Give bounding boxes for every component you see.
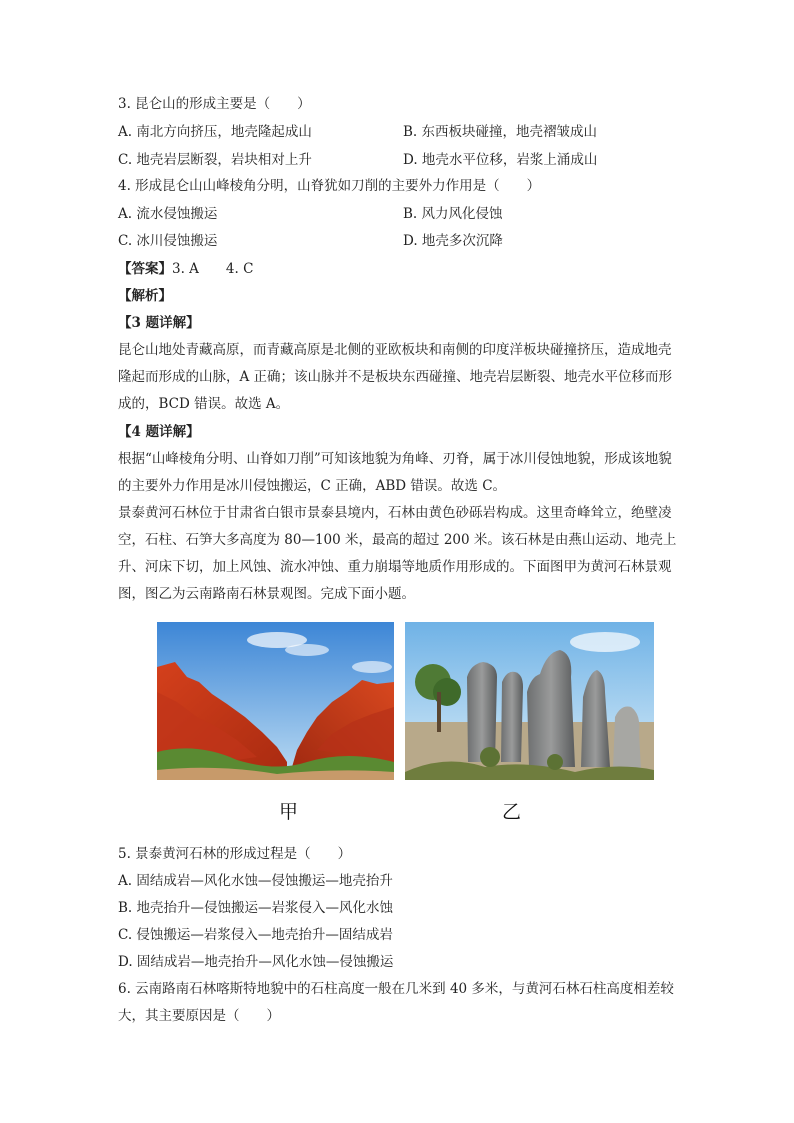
q6-stem: 6. 云南路南石林喀斯特地貌中的石柱高度一般在几米到 40 多米，与黄河石林石柱高度相差较大，其主要原因是（ ） bbox=[118, 981, 674, 1024]
q4-option-d: D. 地壳多次沉降 bbox=[403, 233, 503, 249]
stone-forest-photo bbox=[405, 622, 654, 780]
figure-yi-caption: 乙 bbox=[502, 801, 522, 823]
q4-option-a: A. 流水侵蚀搬运 bbox=[118, 206, 218, 222]
q5-stem: 5. 景泰黄河石林的形成过程是（ ） bbox=[118, 846, 352, 862]
q3-option-d: D. 地壳水平位移，岩浆上涌成山 bbox=[403, 152, 598, 168]
answer-line bbox=[118, 260, 253, 278]
q4-stem: 4. 形成昆仑山山峰棱角分明，山脊犹如刀削的主要外力作用是（ ） bbox=[118, 178, 541, 194]
figure-jia-caption: 甲 bbox=[279, 801, 299, 823]
detail4-text: 根据“山峰棱角分明、山脊如刀削”可知该地貌为角峰、刃脊，属于冰川侵蚀地貌，形成该地貌的主要外力作用是冰川侵蚀搬运，C 正确，ABD 错误。故选 C。 bbox=[118, 451, 672, 494]
q5-option-c: C. 侵蚀搬运—岩浆侵入—地壳抬升—固结成岩 bbox=[118, 927, 393, 943]
red-canyon-photo bbox=[157, 622, 394, 780]
q4-option-b: B. 风力风化侵蚀 bbox=[403, 206, 503, 222]
answer-text: 3. A 4. C bbox=[172, 261, 254, 277]
q4-option-c: C. 冰川侵蚀搬运 bbox=[118, 233, 218, 249]
detail3-text: 昆仑山地处青藏高原，而青藏高原是北侧的亚欧板块和南侧的印度洋板块碰撞挤压，造成地壳隆起而形成的山脉，A 正确；该山脉并不是板块东西碰撞、地壳岩层断裂、地壳水平位移而形成的，BCD 错误。故选 A。 bbox=[118, 342, 673, 412]
q5-option-a: A. 固结成岩—风化水蚀—侵蚀搬运—地壳抬升 bbox=[118, 873, 393, 889]
q5-option-b: B. 地壳抬升—侵蚀搬运—岩浆侵入—风化水蚀 bbox=[118, 900, 394, 916]
q3-stem: 3. 昆仑山的形成主要是（ ） bbox=[118, 96, 311, 112]
material-text: 景泰黄河石林位于甘肃省白银市景泰县境内，石林由黄色砂砾岩构成。这里奇峰耸立，绝壁凌空，石柱、石笋大多高度为 80—100 米，最高的超过 200 米。该石林是由燕山运动、地壳上升、河床下切，加上风蚀、流水冲蚀、重力崩塌等地质作用形成的。下面图甲为黄河石林景观图，图乙为云南路南石林景观图。完成下面小题。 bbox=[118, 505, 677, 602]
figure-yi-image bbox=[405, 622, 654, 780]
q3-option-b: B. 东西板块碰撞，地壳褶皱成山 bbox=[403, 124, 598, 140]
q3-option-c: C. 地壳岩层断裂，岩块相对上升 bbox=[118, 152, 312, 168]
q5-option-d: D. 固结成岩—地壳抬升—风化水蚀—侵蚀搬运 bbox=[118, 954, 394, 970]
q3-option-a: A. 南北方向挤压，地壳隆起成山 bbox=[118, 124, 312, 140]
figure-jia-image bbox=[157, 622, 394, 780]
detail3-label: 【3 题详解】 bbox=[118, 315, 200, 331]
detail4-label: 【4 题详解】 bbox=[118, 424, 200, 440]
answer-label: 【答案】 bbox=[118, 261, 172, 277]
analysis-label: 【解析】 bbox=[118, 288, 172, 304]
